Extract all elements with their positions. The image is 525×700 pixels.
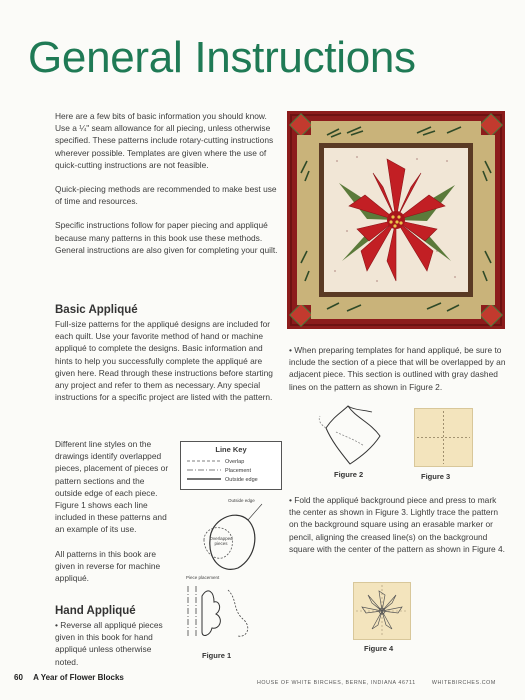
line-key-box: [180, 441, 282, 490]
intro-section: [55, 110, 280, 256]
publisher-address: HOUSE OF WHITE BIRCHES, BERNE, INDIANA 46711: [257, 680, 416, 686]
piece-placement-label: Piece placement: [186, 575, 220, 580]
figure-1-caption: Figure 1: [202, 651, 232, 660]
reverse-paragraph: All patterns in this book are given in reverse for machine appliqué.: [55, 548, 161, 584]
figure-2-drawing: [312, 402, 398, 470]
line-key-labels: [225, 458, 258, 485]
page-number: 60: [14, 673, 23, 682]
figure-4-caption: Figure 4: [364, 644, 394, 653]
line-styles-text: [55, 438, 173, 584]
footer-left: [14, 673, 124, 682]
fold-bullet-block: [289, 494, 507, 555]
figure-4-traced-poinsettia: [354, 583, 410, 639]
poinsettia-quilt-photo: [287, 111, 505, 329]
publisher-website[interactable]: WHITEBIRCHES.COM: [431, 680, 496, 686]
line-key-outside-edge: Outside edge: [225, 477, 258, 483]
line-key-overlap: Overlap: [225, 459, 245, 465]
page-title: General Instructions: [28, 33, 416, 82]
intro-paragraph-2: Quick-piecing methods are recommended to make best use of time and resources.: [55, 184, 277, 207]
line-key-title: Line Key: [215, 445, 247, 454]
intro-paragraph-1: Here are a few bits of basic information you should know. Use a ¼" seam allowance for all piecing, unless otherwise specified. These patterns include rotary-cutting instructions wherever possible. Templates are given where the use of quick-cutting instructions are not feasible.: [55, 111, 274, 170]
figure-3-background-square: [414, 408, 473, 467]
overlapped-pieces-label: Overlapped pieces: [209, 536, 233, 546]
basic-applique-section: [55, 304, 280, 403]
hand-applique-section: [55, 605, 173, 668]
book-title: A Year of Flower Blocks: [33, 673, 124, 682]
figure-3-crease-lines: [415, 409, 472, 466]
basic-applique-body: Full-size patterns for the appliqué designs are included for each quilt. Use your favorite method of hand or machine appliqué to complete the designs. Basic information and hints to help you successfully complete the appliqué are given here. Read through these instructions before starting any project and refer to them as necessary. Any special instructions for a specific project are listed with the pattern.: [55, 319, 273, 403]
outside-edge-label: Outside edge: [228, 498, 255, 503]
figure-3-caption: Figure 3: [421, 472, 451, 481]
figure-4-background-square: [353, 582, 411, 640]
line-key-placement: Placement: [225, 468, 251, 474]
figure-2-caption: Figure 2: [334, 470, 364, 479]
templates-bullet-block: [289, 344, 507, 393]
figure-1-placement-drawing: [180, 580, 280, 648]
hand-applique-bullet-1: • Reverse all appliqué pieces given in this book for hand appliqué unless otherwise noted.: [55, 619, 173, 668]
basic-applique-heading: Basic Appliqué: [55, 304, 138, 316]
line-styles-paragraph: Different line styles on the drawings identify overlapped pieces, placement of pieces or pattern sections and the outside edge of each piece. Figure 1 shows each line included in these patterns and an example of its use.: [55, 439, 169, 535]
templates-bullet: • When preparing templates for hand appliqué, be sure to include the section of a piece that will be overlapped by an adjacent piece. This section is outlined with gray dashed lines on the pattern as shown in Figure 2.: [289, 344, 507, 393]
footer-right: [257, 680, 496, 686]
fold-bullet: • Fold the appliqué background piece and press to mark the center as shown in Figure 3. Lightly trace the pattern on the background square using an erasable marker or pencil, aligning the creased line(s) on the background square with the center of the pattern as shown in Figure 4.: [289, 494, 507, 555]
intro-paragraph-3: Specific instructions follow for paper piecing and appliqué because many patterns in this book use these methods. General instructions are also given for completing your quilt.: [55, 220, 278, 255]
hand-applique-heading: Hand Appliqué: [55, 605, 136, 617]
